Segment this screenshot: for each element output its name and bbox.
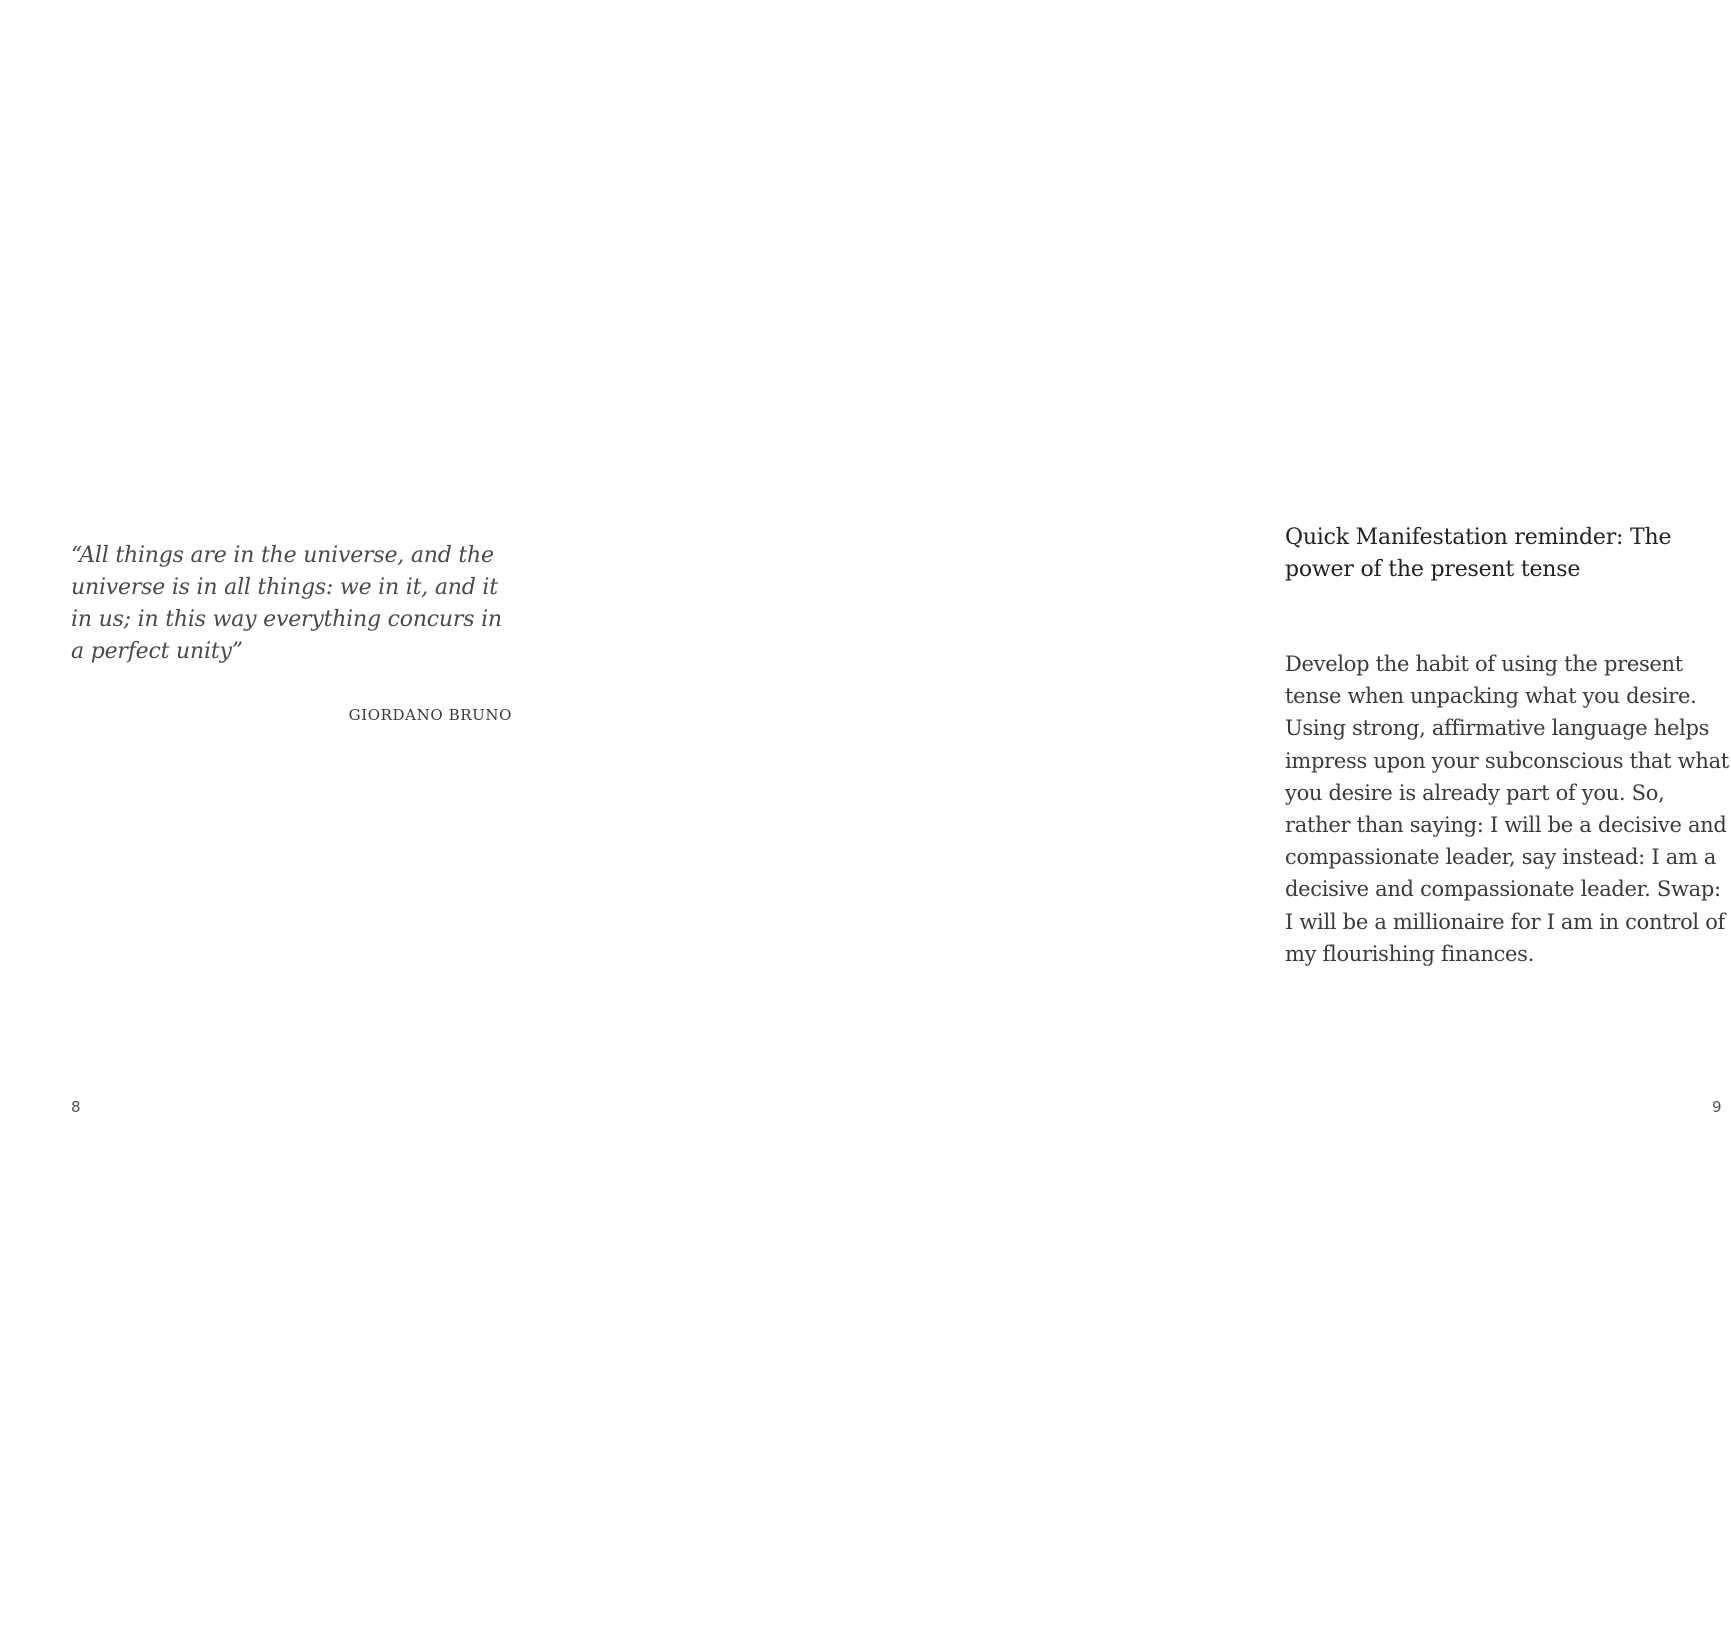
left-page bbox=[0, 0, 600, 1633]
page-number-left: 8 bbox=[71, 1098, 81, 1116]
epigraph-quote: “All things are in the universe, and the universe is in all things: we in it, and it in us; in this way everything concurs in a perfect unity” bbox=[71, 543, 502, 664]
body-paragraph: Develop the habit of using the present tense when unpacking what you desire. Using strong, affirmative language helps impress upon your subconscious that what you desire is already part of you. So, rather than saying: I will be a decisive and compassionate leader, say instead: I am a decisive and compassionate leader. Swap: I will be a millionaire for I am in control of my flourishing finances. bbox=[1285, 652, 1729, 966]
quote-attribution: GIORDANO BRUNO bbox=[348, 706, 512, 724]
section-heading: Quick Manifestation reminder: The power of the present tense bbox=[1285, 525, 1672, 582]
page-number-right: 9 bbox=[1712, 1098, 1722, 1116]
right-page bbox=[600, 0, 1729, 1633]
